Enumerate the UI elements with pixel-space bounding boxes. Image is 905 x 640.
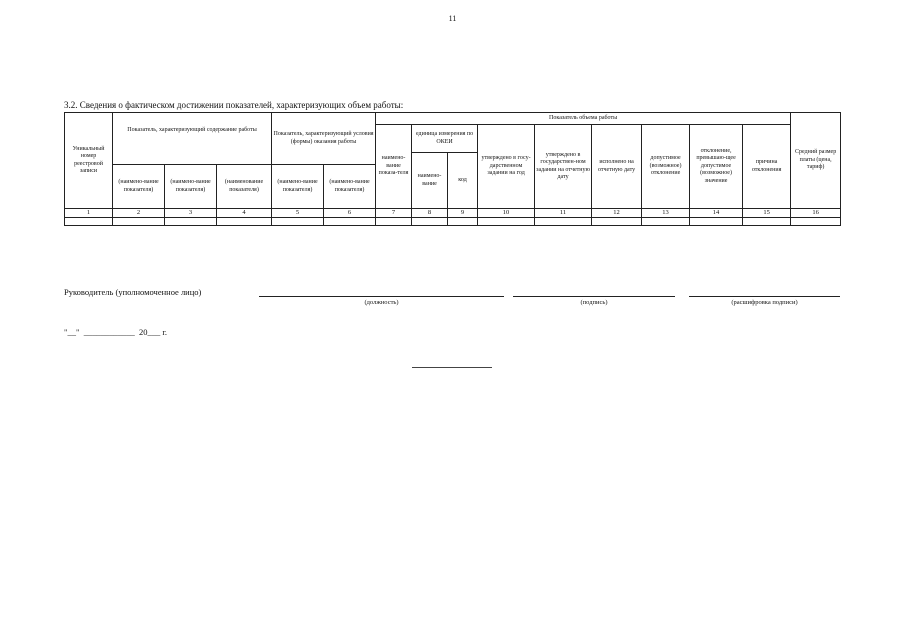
header-average-price: Средний размер платы (цена, тариф) bbox=[791, 113, 841, 209]
header-unit-okei: единица измерения по ОКЕИ bbox=[412, 125, 478, 153]
decoding-line bbox=[689, 296, 840, 297]
empty-data-row bbox=[65, 218, 841, 226]
header-unique-record-number: Уникальный номер реестровой записи bbox=[65, 113, 113, 209]
column-number: 11 bbox=[535, 209, 592, 218]
date-line: "__" ____________ 20___ г. bbox=[64, 327, 167, 337]
signatory-label: Руководитель (уполномоченное лицо) bbox=[64, 287, 202, 297]
table-cell bbox=[113, 218, 165, 226]
sub-indicator-name-4: (наимено-вание показателя) bbox=[272, 165, 324, 209]
column-number: 3 bbox=[165, 209, 217, 218]
column-number: 4 bbox=[217, 209, 272, 218]
header-deviation-reason: причина отклонения bbox=[743, 125, 791, 209]
table-cell bbox=[478, 218, 535, 226]
column-number: 2 bbox=[113, 209, 165, 218]
table-cell bbox=[165, 218, 217, 226]
table-cell bbox=[690, 218, 743, 226]
column-number: 6 bbox=[324, 209, 376, 218]
column-number: 13 bbox=[642, 209, 690, 218]
header-unit-name: наимено-вание bbox=[412, 153, 448, 209]
column-number: 9 bbox=[448, 209, 478, 218]
header-content-indicator: Показатель, характеризующий содержание работы bbox=[113, 113, 272, 165]
section-title: 3.2. Сведения о фактическом достижении показателей, характеризующих объем работы: bbox=[64, 100, 404, 110]
sub-indicator-name-3: (наименование показателя) bbox=[217, 165, 272, 209]
sub-indicator-name-2: (наимено-вание показателя) bbox=[165, 165, 217, 209]
table-cell bbox=[272, 218, 324, 226]
column-number: 16 bbox=[791, 209, 841, 218]
header-allowed-deviation: допустимое (возможное) отклонение bbox=[642, 125, 690, 209]
position-line bbox=[259, 296, 504, 297]
column-number: 7 bbox=[376, 209, 412, 218]
page-number: 11 bbox=[448, 14, 457, 23]
table-cell bbox=[642, 218, 690, 226]
table-cell bbox=[535, 218, 592, 226]
table-cell bbox=[448, 218, 478, 226]
header-conditions-indicator: Показатель, характеризующий условия (формы) оказания работы bbox=[272, 113, 376, 165]
column-number: 15 bbox=[743, 209, 791, 218]
table-cell bbox=[743, 218, 791, 226]
header-executed: исполнено на отчетную дату bbox=[592, 125, 642, 209]
position-caption: (должность) bbox=[364, 299, 399, 306]
table-cell bbox=[592, 218, 642, 226]
header-unit-code: код bbox=[448, 153, 478, 209]
column-number: 1 bbox=[65, 209, 113, 218]
header-indicator-name: наимено-вание показа-теля bbox=[376, 125, 412, 209]
column-number: 10 bbox=[478, 209, 535, 218]
table-cell bbox=[324, 218, 376, 226]
signature-caption: (подпись) bbox=[580, 299, 608, 306]
signature-line bbox=[513, 296, 675, 297]
header-approved-year: утверждено в госу-дарственном задании на год bbox=[478, 125, 535, 209]
table-cell bbox=[217, 218, 272, 226]
table-cell bbox=[791, 218, 841, 226]
column-number: 5 bbox=[272, 209, 324, 218]
decoding-caption: (расшифровка подписи) bbox=[731, 299, 798, 306]
header-approved-date: утверждено в государствен-ном задании на отчетную дату bbox=[535, 125, 592, 209]
header-excess-deviation: отклонение, превышаю-щее допустимое (возможное) значение bbox=[690, 125, 743, 209]
table-cell bbox=[376, 218, 412, 226]
table-cell bbox=[412, 218, 448, 226]
sub-indicator-name-1: (наимено-вание показателя) bbox=[113, 165, 165, 209]
sub-indicator-name-5: (наимено-вание показателя) bbox=[324, 165, 376, 209]
header-volume-indicator: Показатель объема работы bbox=[376, 113, 791, 125]
end-separator-line bbox=[412, 367, 492, 368]
table-cell bbox=[65, 218, 113, 226]
column-number: 14 bbox=[690, 209, 743, 218]
volume-indicators-table bbox=[64, 112, 841, 226]
column-number: 12 bbox=[592, 209, 642, 218]
column-number: 8 bbox=[412, 209, 448, 218]
